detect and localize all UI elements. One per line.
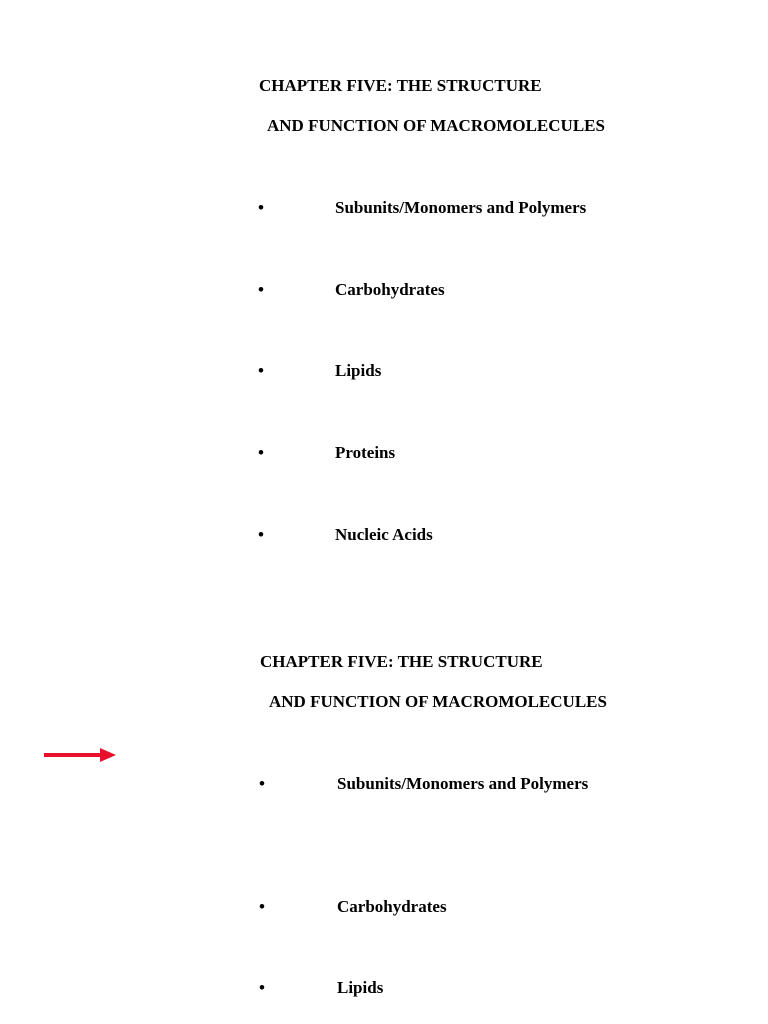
bullet-icon: • <box>258 361 264 380</box>
slide-1-title-line-2: AND FUNCTION OF MACROMOLECULES <box>267 116 605 135</box>
bullet-icon: • <box>258 525 264 544</box>
right-arrow-icon <box>44 745 118 765</box>
bullet-icon: • <box>258 280 264 299</box>
bullet-icon: • <box>259 978 265 997</box>
list-item-label: Carbohydrates <box>335 280 445 299</box>
list-item-label: Lipids <box>337 978 384 997</box>
slide-1-title-line-1: CHAPTER FIVE: THE STRUCTURE <box>259 76 542 95</box>
bullet-icon: • <box>258 443 264 462</box>
bullet-icon: • <box>259 774 265 793</box>
list-item-label: Subunits/Monomers and Polymers <box>337 774 589 793</box>
slide-2-title-line-2: AND FUNCTION OF MACROMOLECULES <box>269 692 607 711</box>
slide-2-title-line-1: CHAPTER FIVE: THE STRUCTURE <box>260 652 543 671</box>
list-item-label: Proteins <box>335 443 396 462</box>
list-item-label: Lipids <box>335 361 382 380</box>
list-item-label: Subunits/Monomers and Polymers <box>335 198 587 217</box>
list-item-label: Carbohydrates <box>337 897 447 916</box>
bullet-icon: • <box>258 198 264 217</box>
bullet-icon: • <box>259 897 265 916</box>
list-item-label: Nucleic Acids <box>335 525 433 544</box>
